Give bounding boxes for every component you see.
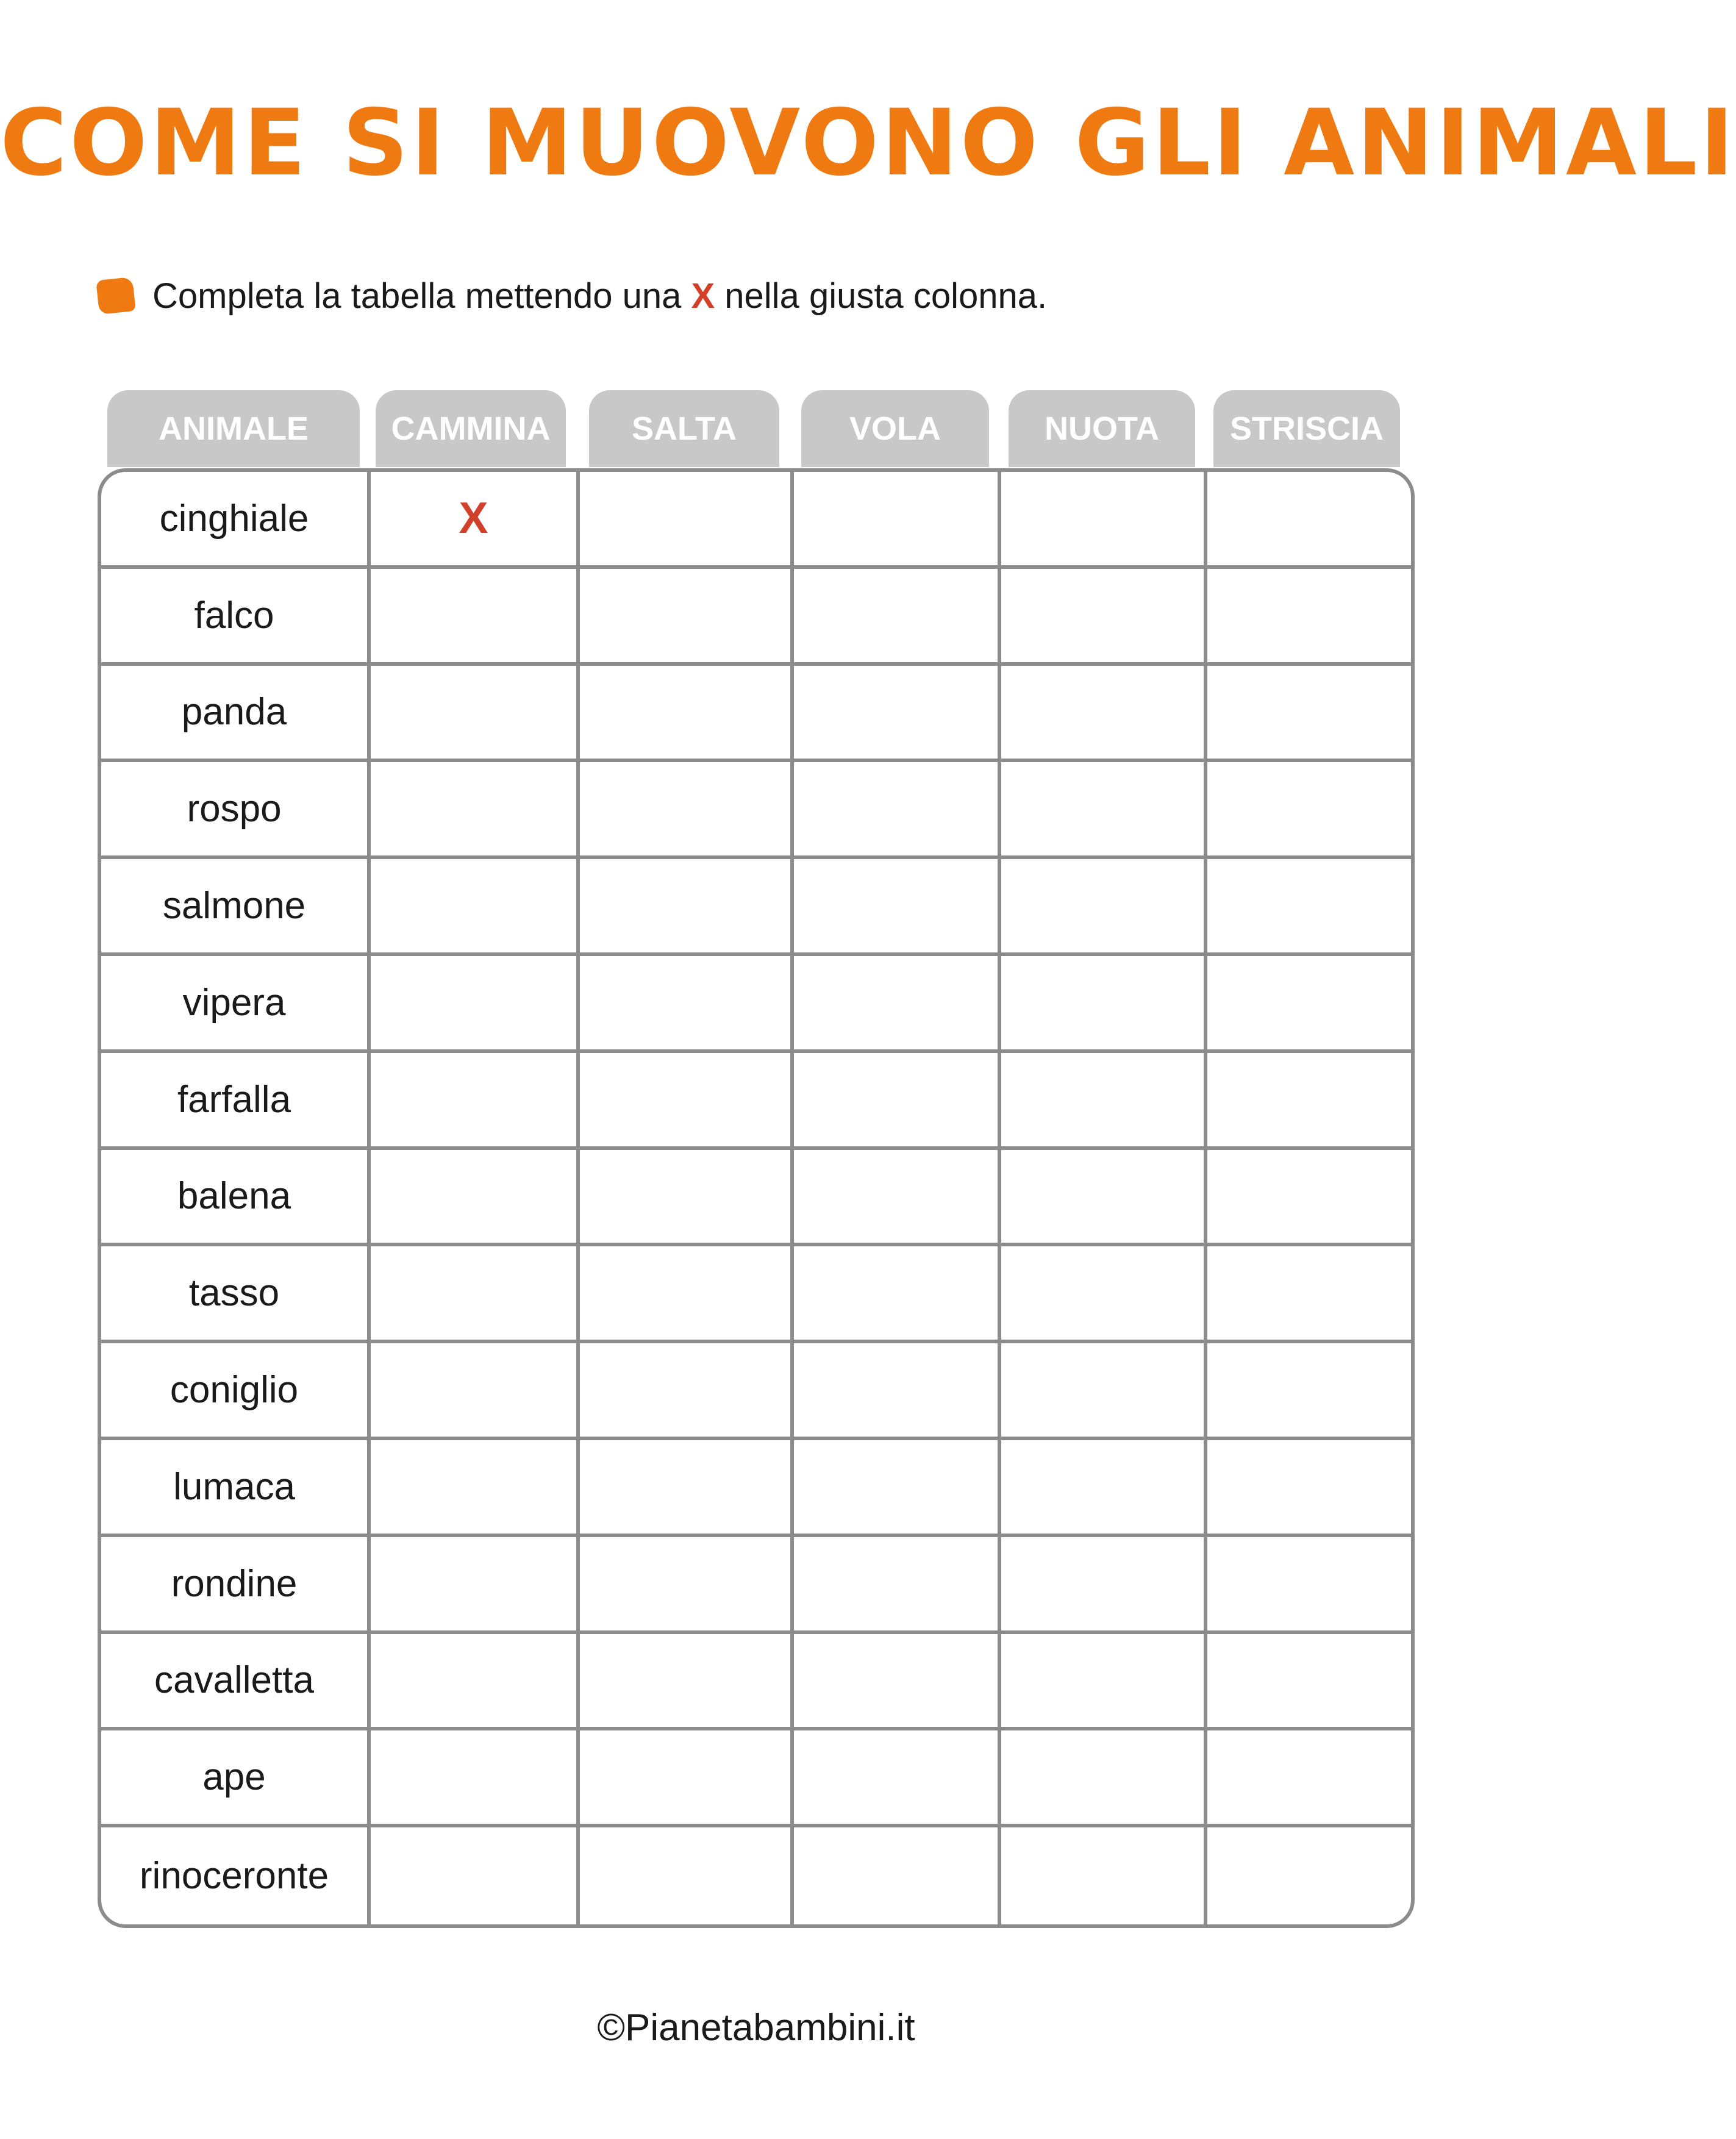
answer-cell-striscia[interactable]	[1207, 569, 1411, 666]
answer-cell-striscia[interactable]	[1207, 859, 1411, 956]
answer-cell-cammina[interactable]	[371, 1440, 580, 1537]
animal-cell: rospo	[101, 762, 371, 859]
answer-cell-vola[interactable]	[794, 762, 1001, 859]
answer-cell-salta[interactable]	[580, 472, 794, 569]
animal-cell: vipera	[101, 956, 371, 1053]
answer-cell-vola[interactable]	[794, 472, 1001, 569]
answer-cell-nuota[interactable]	[1001, 1827, 1207, 1924]
answer-cell-cammina[interactable]	[371, 1827, 580, 1924]
answer-cell-vola[interactable]	[794, 1343, 1001, 1440]
answer-cell-cammina[interactable]	[371, 1537, 580, 1634]
answer-cell-salta[interactable]	[580, 1053, 794, 1150]
answer-cell-salta[interactable]	[580, 1246, 794, 1343]
answer-cell-cammina[interactable]	[371, 1634, 580, 1731]
animal-cell: cinghiale	[101, 472, 371, 569]
answer-cell-nuota[interactable]	[1001, 569, 1207, 666]
answer-cell-vola[interactable]	[794, 1827, 1001, 1924]
answer-cell-vola[interactable]	[794, 569, 1001, 666]
answer-cell-salta[interactable]	[580, 1634, 794, 1731]
animal-cell: panda	[101, 666, 371, 763]
answer-cell-striscia[interactable]	[1207, 472, 1411, 569]
answer-cell-nuota[interactable]	[1001, 1730, 1207, 1827]
answer-cell-vola[interactable]	[794, 1150, 1001, 1247]
instruction-mark: X	[691, 276, 715, 316]
answer-cell-nuota[interactable]	[1001, 859, 1207, 956]
answer-cell-striscia[interactable]	[1207, 762, 1411, 859]
answer-cell-cammina[interactable]	[371, 666, 580, 763]
answer-cell-salta[interactable]	[580, 956, 794, 1053]
animal-cell: cavalletta	[101, 1634, 371, 1731]
answer-cell-nuota[interactable]	[1001, 1343, 1207, 1440]
answer-mark: X	[459, 494, 488, 543]
animal-cell: coniglio	[101, 1343, 371, 1440]
answer-cell-vola[interactable]	[794, 666, 1001, 763]
animal-cell: balena	[101, 1150, 371, 1247]
answer-cell-cammina[interactable]	[371, 472, 580, 569]
instruction-text-before: Completa la tabella mettendo una	[152, 276, 682, 316]
answer-cell-salta[interactable]	[580, 1440, 794, 1537]
answer-cell-striscia[interactable]	[1207, 1053, 1411, 1150]
answer-cell-vola[interactable]	[794, 1053, 1001, 1150]
answer-cell-nuota[interactable]	[1001, 956, 1207, 1053]
column-header-nuota: NUOTA	[1009, 390, 1195, 467]
answer-cell-vola[interactable]	[794, 956, 1001, 1053]
answer-cell-cammina[interactable]	[371, 1150, 580, 1247]
answer-cell-nuota[interactable]	[1001, 1537, 1207, 1634]
animal-cell: rinoceronte	[101, 1827, 371, 1924]
answer-cell-cammina[interactable]	[371, 1246, 580, 1343]
animal-cell: farfalla	[101, 1053, 371, 1150]
animal-cell: lumaca	[101, 1440, 371, 1537]
answer-cell-vola[interactable]	[794, 1246, 1001, 1343]
answer-cell-cammina[interactable]	[371, 956, 580, 1053]
bullet-icon	[96, 277, 136, 315]
answer-cell-salta[interactable]	[580, 1343, 794, 1440]
answer-cell-cammina[interactable]	[371, 1343, 580, 1440]
answer-cell-salta[interactable]	[580, 859, 794, 956]
animal-cell: falco	[101, 569, 371, 666]
answer-cell-vola[interactable]	[794, 1730, 1001, 1827]
answer-cell-striscia[interactable]	[1207, 1634, 1411, 1731]
answer-cell-nuota[interactable]	[1001, 1246, 1207, 1343]
instruction	[98, 268, 1047, 323]
answer-cell-salta[interactable]	[580, 1827, 794, 1924]
answer-cell-cammina[interactable]	[371, 859, 580, 956]
answer-cell-cammina[interactable]	[371, 1730, 580, 1827]
answer-cell-striscia[interactable]	[1207, 666, 1411, 763]
footer-credit: ©Pianetabambini.it	[597, 2007, 915, 2049]
answer-cell-vola[interactable]	[794, 1440, 1001, 1537]
column-header-animale: ANIMALE	[107, 390, 360, 467]
answer-cell-salta[interactable]	[580, 666, 794, 763]
answer-cell-striscia[interactable]	[1207, 1246, 1411, 1343]
answer-cell-nuota[interactable]	[1001, 762, 1207, 859]
animal-cell: tasso	[101, 1246, 371, 1343]
table-header	[0, 390, 1512, 467]
answer-cell-salta[interactable]	[580, 1537, 794, 1634]
movement-table	[98, 468, 1415, 1928]
column-header-cammina: CAMMINA	[376, 390, 566, 467]
answer-cell-striscia[interactable]	[1207, 1150, 1411, 1247]
page-title: COME SI MUOVONO GLI ANIMALI	[0, 90, 1736, 196]
answer-cell-salta[interactable]	[580, 1150, 794, 1247]
answer-cell-vola[interactable]	[794, 859, 1001, 956]
answer-cell-nuota[interactable]	[1001, 472, 1207, 569]
column-header-salta: SALTA	[589, 390, 779, 467]
answer-cell-cammina[interactable]	[371, 569, 580, 666]
answer-cell-salta[interactable]	[580, 1730, 794, 1827]
answer-cell-striscia[interactable]	[1207, 1730, 1411, 1827]
answer-cell-nuota[interactable]	[1001, 666, 1207, 763]
answer-cell-nuota[interactable]	[1001, 1634, 1207, 1731]
answer-cell-nuota[interactable]	[1001, 1053, 1207, 1150]
answer-cell-striscia[interactable]	[1207, 1827, 1411, 1924]
answer-cell-nuota[interactable]	[1001, 1440, 1207, 1537]
animal-cell: ape	[101, 1730, 371, 1827]
column-header-vola: VOLA	[801, 390, 989, 467]
answer-cell-striscia[interactable]	[1207, 1440, 1411, 1537]
answer-cell-salta[interactable]	[580, 569, 794, 666]
answer-cell-vola[interactable]	[794, 1634, 1001, 1731]
answer-cell-striscia[interactable]	[1207, 956, 1411, 1053]
answer-cell-striscia[interactable]	[1207, 1343, 1411, 1440]
answer-cell-striscia[interactable]	[1207, 1537, 1411, 1634]
answer-cell-salta[interactable]	[580, 762, 794, 859]
instruction-text-after: nella giusta colonna.	[724, 276, 1048, 316]
animal-cell: rondine	[101, 1537, 371, 1634]
animal-cell: salmone	[101, 859, 371, 956]
answer-cell-vola[interactable]	[794, 1537, 1001, 1634]
answer-cell-cammina[interactable]	[371, 762, 580, 859]
column-header-striscia: STRISCIA	[1213, 390, 1400, 467]
answer-cell-nuota[interactable]	[1001, 1150, 1207, 1247]
answer-cell-cammina[interactable]	[371, 1053, 580, 1150]
